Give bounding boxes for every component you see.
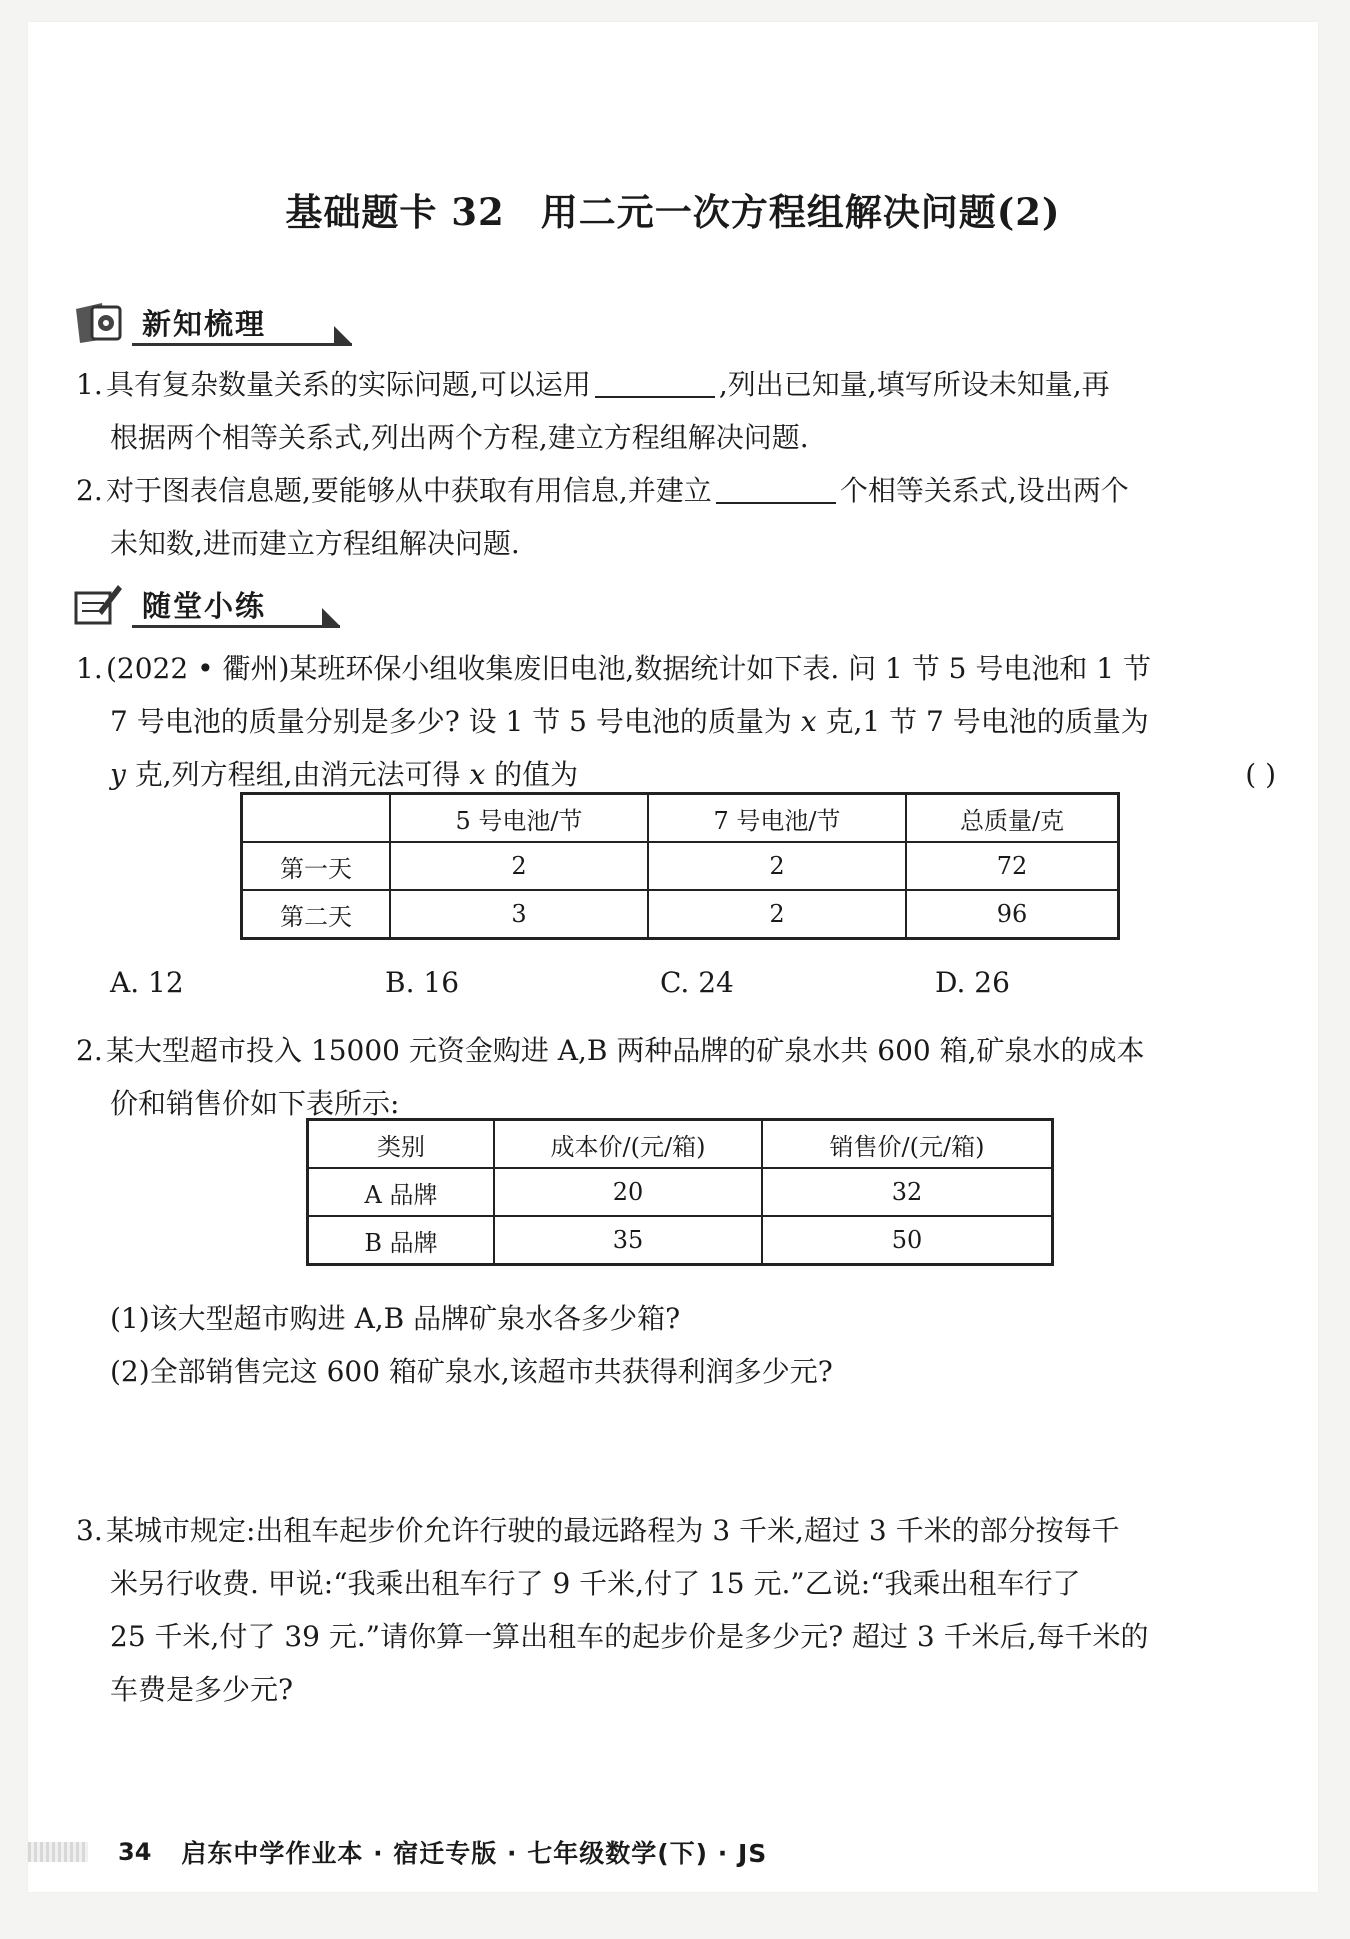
question-text: 米另行收费. 甲说:“我乘出租车行了 9 千米,付了 15 元.”乙说:“我乘出租车行了 bbox=[110, 1567, 1081, 1600]
section-label: 随堂小练 bbox=[142, 588, 267, 623]
table-row bbox=[308, 1216, 1053, 1265]
question-number: 1. bbox=[76, 652, 103, 685]
table-row bbox=[242, 890, 1119, 939]
variable-x: x bbox=[469, 758, 486, 791]
question-text: 克,列方程组,由消元法可得 bbox=[134, 758, 461, 791]
table-cell: 2 bbox=[390, 842, 648, 890]
table-header: 总质量/克 bbox=[906, 794, 1119, 843]
worksheet-page bbox=[28, 22, 1318, 1892]
table-header: 销售价/(元/箱) bbox=[762, 1120, 1053, 1169]
question-text: 价和销售价如下表所示: bbox=[110, 1087, 400, 1120]
fill-blank[interactable] bbox=[595, 366, 715, 398]
table-row bbox=[242, 842, 1119, 890]
question-2 bbox=[76, 1024, 1286, 1130]
camera-book-icon bbox=[72, 299, 124, 345]
book-title: 启东中学作业本 · 宿迁专版 · 七年级数学(下) · JS bbox=[181, 1839, 768, 1868]
option-d[interactable]: D. 26 bbox=[935, 966, 1010, 999]
table-cell: B 品牌 bbox=[308, 1216, 495, 1265]
item-number: 1. bbox=[76, 368, 103, 401]
battery-table bbox=[240, 792, 1120, 940]
knowledge-item-2 bbox=[76, 464, 1286, 570]
question-1 bbox=[76, 642, 1286, 801]
subquestion-1: (1)该大型超市购进 A,B 品牌矿泉水各多少箱? bbox=[110, 1302, 681, 1335]
table-cell: 72 bbox=[906, 842, 1119, 890]
table-header: 类别 bbox=[308, 1120, 495, 1169]
footer-stripe bbox=[28, 1842, 88, 1862]
item-text: 未知数,进而建立方程组解决问题. bbox=[110, 527, 520, 560]
question-text: 克,1 节 7 号电池的质量为 bbox=[825, 705, 1149, 738]
item-text: 对于图表信息题,要能够从中获取有用信息,并建立 bbox=[106, 474, 712, 507]
question-2-subparts bbox=[110, 1292, 1260, 1398]
knowledge-item-1 bbox=[76, 358, 1286, 464]
notebook-pen-icon bbox=[72, 581, 124, 627]
title-card-number: 基础题卡 32 bbox=[285, 190, 505, 234]
question-3 bbox=[76, 1504, 1286, 1716]
question-text: 某城市规定:出租车起步价允许行驶的最远路程为 3 千米,超过 3 千米的部分按每千 bbox=[106, 1514, 1120, 1547]
item-text: 根据两个相等关系式,列出两个方程,建立方程组解决问题. bbox=[110, 421, 809, 454]
question-text: 的值为 bbox=[494, 758, 579, 791]
table-cell: 96 bbox=[906, 890, 1119, 939]
question-text: 车费是多少元? bbox=[110, 1673, 294, 1706]
question-number: 2. bbox=[76, 1034, 103, 1067]
option-c[interactable]: C. 24 bbox=[660, 966, 734, 999]
table-cell: 第二天 bbox=[242, 890, 391, 939]
item-text: 个相等关系式,设出两个 bbox=[839, 474, 1129, 507]
page-number: 34 bbox=[118, 1838, 152, 1866]
table-cell: 50 bbox=[762, 1216, 1053, 1265]
question-text: 25 千米,付了 39 元.”请你算一算出租车的起步价是多少元? 超过 3 千米后,每千米的 bbox=[110, 1620, 1149, 1653]
item-text: ,列出已知量,填写所设未知量,再 bbox=[718, 368, 1110, 401]
table-row bbox=[242, 794, 1119, 843]
table-header: 成本价/(元/箱) bbox=[494, 1120, 762, 1169]
section-header-new-knowledge bbox=[72, 296, 352, 348]
table-cell: 20 bbox=[494, 1168, 762, 1216]
option-a[interactable]: A. 12 bbox=[110, 966, 184, 999]
option-b[interactable]: B. 16 bbox=[385, 966, 460, 999]
table-cell: 35 bbox=[494, 1216, 762, 1265]
question-text: 7 号电池的质量分别是多少? 设 1 节 5 号电池的质量为 bbox=[110, 705, 792, 738]
page-title bbox=[28, 182, 1318, 236]
table-row bbox=[308, 1168, 1053, 1216]
question-text: (2022 • 衢州)某班环保小组收集废旧电池,数据统计如下表. 问 1 节 5 号电池和 1 节 bbox=[106, 652, 1151, 685]
question-number: 3. bbox=[76, 1514, 103, 1547]
table-header bbox=[242, 794, 391, 843]
mineral-water-table bbox=[306, 1118, 1054, 1266]
answer-options bbox=[110, 966, 1210, 999]
question-text: 某大型超市投入 15000 元资金购进 A,B 两种品牌的矿泉水共 600 箱,矿泉水的成本 bbox=[106, 1034, 1145, 1067]
variable-y: y bbox=[110, 758, 126, 791]
answer-paren[interactable]: ( ) bbox=[1245, 758, 1276, 791]
table-cell: A 品牌 bbox=[308, 1168, 495, 1216]
section-header-practice bbox=[72, 578, 340, 630]
table-cell: 第一天 bbox=[242, 842, 391, 890]
table-row bbox=[308, 1120, 1053, 1169]
subquestion-2: (2)全部销售完这 600 箱矿泉水,该超市共获得利润多少元? bbox=[110, 1355, 833, 1388]
section-label: 新知梳理 bbox=[142, 306, 267, 341]
page-footer bbox=[28, 1834, 767, 1870]
table-cell: 3 bbox=[390, 890, 648, 939]
table-cell: 2 bbox=[648, 890, 906, 939]
table-header: 5 号电池/节 bbox=[390, 794, 648, 843]
fill-blank[interactable] bbox=[716, 472, 836, 504]
item-number: 2. bbox=[76, 474, 103, 507]
table-cell: 2 bbox=[648, 842, 906, 890]
title-topic: 用二元一次方程组解决问题(2) bbox=[540, 190, 1061, 234]
item-text: 具有复杂数量关系的实际问题,可以运用 bbox=[106, 368, 591, 401]
table-cell: 32 bbox=[762, 1168, 1053, 1216]
variable-x: x bbox=[800, 705, 817, 738]
table-header: 7 号电池/节 bbox=[648, 794, 906, 843]
